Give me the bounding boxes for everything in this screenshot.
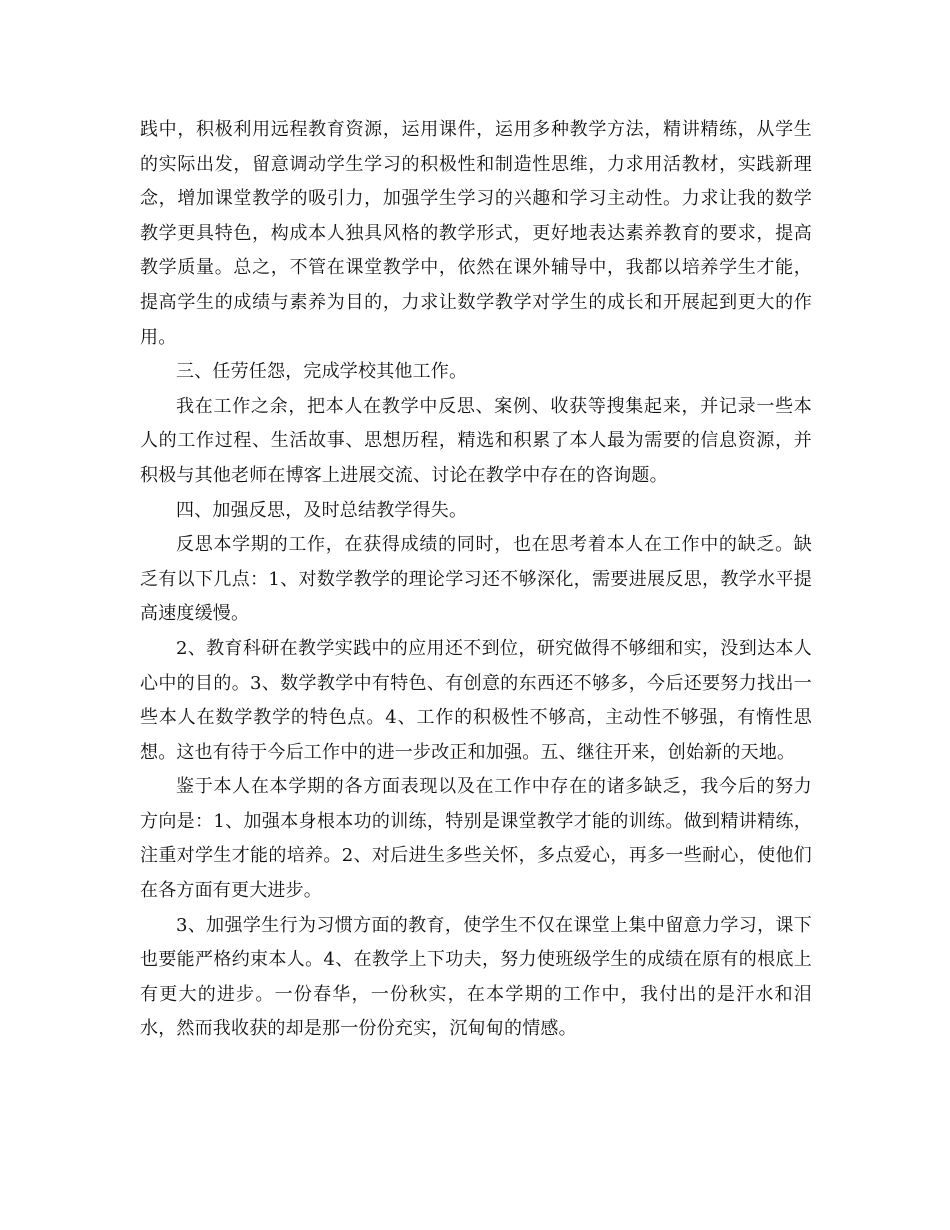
paragraph: 2、教育科研在教学实践中的应用还不到位，研究做得不够细和实，没到达本人心中的目的。3、数学教学中有特色、有创意的东西还不够多，今后还要努力找出一些本人在数学教学的特色点。4、工作的积极性不够高，主动性不够强，有惰性思想。这也有待于今后工作中的进一步改正和加强。五、继往开来，创始新的天地。 [140, 637, 812, 763]
paragraph: 反思本学期的工作，在获得成绩的同时，也在思考着本人在工作中的缺乏。缺乏有以下几点：1、对数学教学的理论学习还不够深化，需要进展反思，教学水平提高速度缓慢。 [140, 534, 812, 625]
paragraph: 3、加强学生行为习惯方面的教育，使学生不仅在课堂上集中留意力学习，课下也要能严格约束本人。4、在教学上下功夫，努力使班级学生的成绩在原有的根底上有更大的进步。一份春华，一份秋实，在本学期的工作中，我付出的是汗水和泪水，然而我收获的却是那一份份充实，沉甸甸的情感。 [140, 914, 812, 1040]
paragraph: 我在工作之余，把本人在教学中反思、案例、收获等搜集起来，并记录一些本人的工作过程、生活故事、思想历程，精选和积累了本人最为需要的信息资源，并积极与其他老师在博客上进展交流、讨论在教学中存在的咨询题。 [140, 395, 812, 486]
paragraph: 践中，积极利用远程教育资源，运用课件，运用多种教学方法，精讲精练，从学生的实际出发，留意调动学生学习的积极性和制造性思维，力求用活教材，实践新理念，增加课堂教学的吸引力，加强学生学习的兴趣和学习主动性。力求让我的数学教学更具特色，构成本人独具风格的教学形式，更好地表达素养教育的要求，提高教学质量。总之，不管在课堂教学中，依然在课外辅导中，我都以培养学生才能，提高学生的成绩与素养为目的，力求让数学教学对学生的成长和开展起到更大的作用。 [140, 119, 812, 348]
paragraph: 鉴于本人在本学期的各方面表现以及在工作中存在的诸多缺乏，我今后的努力方向是：1、加强本身根本功的训练，特别是课堂教学才能的训练。做到精讲精练，注重对学生才能的培养。2、对后进生多些关怀，多点爱心，再多一些耐心，使他们在各方面有更大进步。 [140, 776, 812, 902]
document-body [140, 113, 812, 1047]
section-heading: 三、任劳任怨，完成学校其他工作。 [176, 361, 468, 383]
section-heading: 四、加强反思，及时总结教学得失。 [176, 499, 468, 521]
